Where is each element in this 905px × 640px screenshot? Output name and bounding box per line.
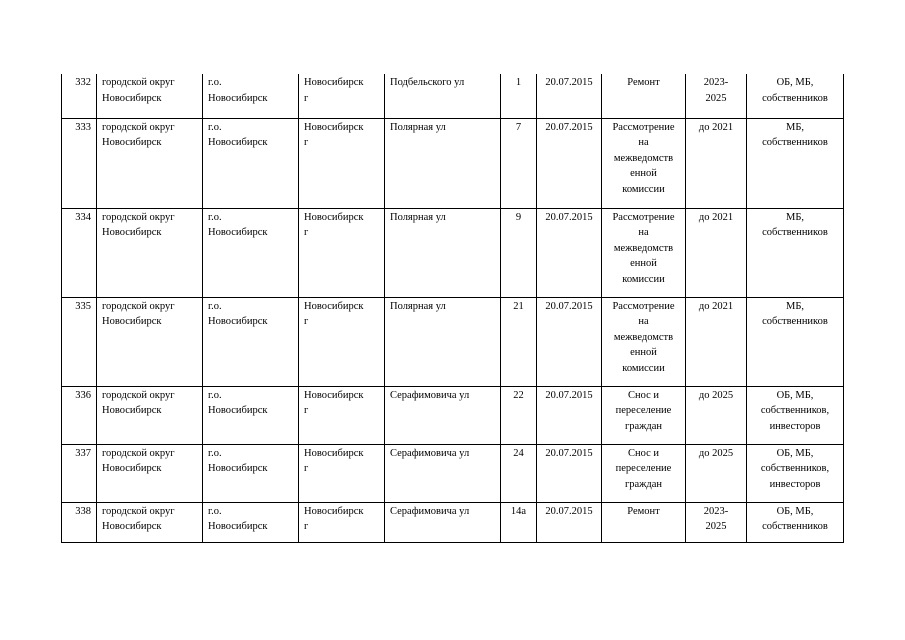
row-number: 333 bbox=[62, 118, 97, 208]
date-cell: 20.07.2015 bbox=[537, 74, 602, 118]
funding-cell: ОБ, МБ, собственников bbox=[747, 502, 844, 542]
district-cell: городской округ Новосибирск bbox=[97, 297, 203, 386]
action-cell: Ремонт bbox=[602, 74, 686, 118]
row-number: 337 bbox=[62, 444, 97, 502]
deadline-cell: 2023- 2025 bbox=[686, 74, 747, 118]
funding-cell: МБ, собственников bbox=[747, 208, 844, 297]
row-number: 338 bbox=[62, 502, 97, 542]
deadline-cell: до 2025 bbox=[686, 386, 747, 444]
district-cell: городской округ Новосибирск bbox=[97, 118, 203, 208]
table-row bbox=[62, 208, 844, 297]
row-number: 336 bbox=[62, 386, 97, 444]
city-cell: Новосибирск г bbox=[299, 502, 385, 542]
action-cell: Снос и переселение граждан bbox=[602, 386, 686, 444]
date-cell: 20.07.2015 bbox=[537, 208, 602, 297]
street-cell: Полярная ул bbox=[385, 118, 501, 208]
district-cell: городской округ Новосибирск bbox=[97, 208, 203, 297]
deadline-cell: 2023- 2025 bbox=[686, 502, 747, 542]
house-number-cell: 22 bbox=[501, 386, 537, 444]
municipality-cell: г.о. Новосибирск bbox=[203, 208, 299, 297]
table-row bbox=[62, 444, 844, 502]
table-row bbox=[62, 118, 844, 208]
district-cell: городской округ Новосибирск bbox=[97, 444, 203, 502]
municipality-cell: г.о. Новосибирск bbox=[203, 386, 299, 444]
street-cell: Полярная ул bbox=[385, 297, 501, 386]
municipality-cell: г.о. Новосибирск bbox=[203, 444, 299, 502]
row-number: 335 bbox=[62, 297, 97, 386]
street-cell: Серафимовича ул bbox=[385, 386, 501, 444]
city-cell: Новосибирск г bbox=[299, 118, 385, 208]
action-cell: Снос и переселение граждан bbox=[602, 444, 686, 502]
street-cell: Серафимовича ул bbox=[385, 502, 501, 542]
action-cell: Рассмотрение на межведомств енной комиссии bbox=[602, 118, 686, 208]
municipality-cell: г.о. Новосибирск bbox=[203, 297, 299, 386]
table-row bbox=[62, 502, 844, 542]
house-number-cell: 21 bbox=[501, 297, 537, 386]
street-cell: Полярная ул bbox=[385, 208, 501, 297]
deadline-cell: до 2025 bbox=[686, 444, 747, 502]
city-cell: Новосибирск г bbox=[299, 74, 385, 118]
funding-cell: МБ, собственников bbox=[747, 297, 844, 386]
deadline-cell: до 2021 bbox=[686, 208, 747, 297]
funding-cell: ОБ, МБ, собственников bbox=[747, 74, 844, 118]
street-cell: Подбельского ул bbox=[385, 74, 501, 118]
city-cell: Новосибирск г bbox=[299, 208, 385, 297]
house-number-cell: 7 bbox=[501, 118, 537, 208]
table-row bbox=[62, 74, 844, 118]
district-cell: городской округ Новосибирск bbox=[97, 386, 203, 444]
deadline-cell: до 2021 bbox=[686, 297, 747, 386]
district-cell: городской округ Новосибирск bbox=[97, 74, 203, 118]
action-cell: Ремонт bbox=[602, 502, 686, 542]
house-number-cell: 9 bbox=[501, 208, 537, 297]
funding-cell: ОБ, МБ, собственников, инвесторов bbox=[747, 386, 844, 444]
table-row bbox=[62, 386, 844, 444]
housing-table bbox=[61, 74, 844, 543]
action-cell: Рассмотрение на межведомств енной комиссии bbox=[602, 297, 686, 386]
deadline-cell: до 2021 bbox=[686, 118, 747, 208]
street-cell: Серафимовича ул bbox=[385, 444, 501, 502]
action-cell: Рассмотрение на межведомств енной комиссии bbox=[602, 208, 686, 297]
funding-cell: МБ, собственников bbox=[747, 118, 844, 208]
funding-cell: ОБ, МБ, собственников, инвесторов bbox=[747, 444, 844, 502]
city-cell: Новосибирск г bbox=[299, 386, 385, 444]
date-cell: 20.07.2015 bbox=[537, 297, 602, 386]
row-number: 334 bbox=[62, 208, 97, 297]
municipality-cell: г.о. Новосибирск bbox=[203, 502, 299, 542]
date-cell: 20.07.2015 bbox=[537, 444, 602, 502]
house-number-cell: 1 bbox=[501, 74, 537, 118]
table-row bbox=[62, 297, 844, 386]
city-cell: Новосибирск г bbox=[299, 444, 385, 502]
city-cell: Новосибирск г bbox=[299, 297, 385, 386]
date-cell: 20.07.2015 bbox=[537, 502, 602, 542]
row-number: 332 bbox=[62, 74, 97, 118]
district-cell: городской округ Новосибирск bbox=[97, 502, 203, 542]
municipality-cell: г.о. Новосибирск bbox=[203, 118, 299, 208]
date-cell: 20.07.2015 bbox=[537, 118, 602, 208]
house-number-cell: 24 bbox=[501, 444, 537, 502]
municipality-cell: г.о. Новосибирск bbox=[203, 74, 299, 118]
date-cell: 20.07.2015 bbox=[537, 386, 602, 444]
house-number-cell: 14а bbox=[501, 502, 537, 542]
